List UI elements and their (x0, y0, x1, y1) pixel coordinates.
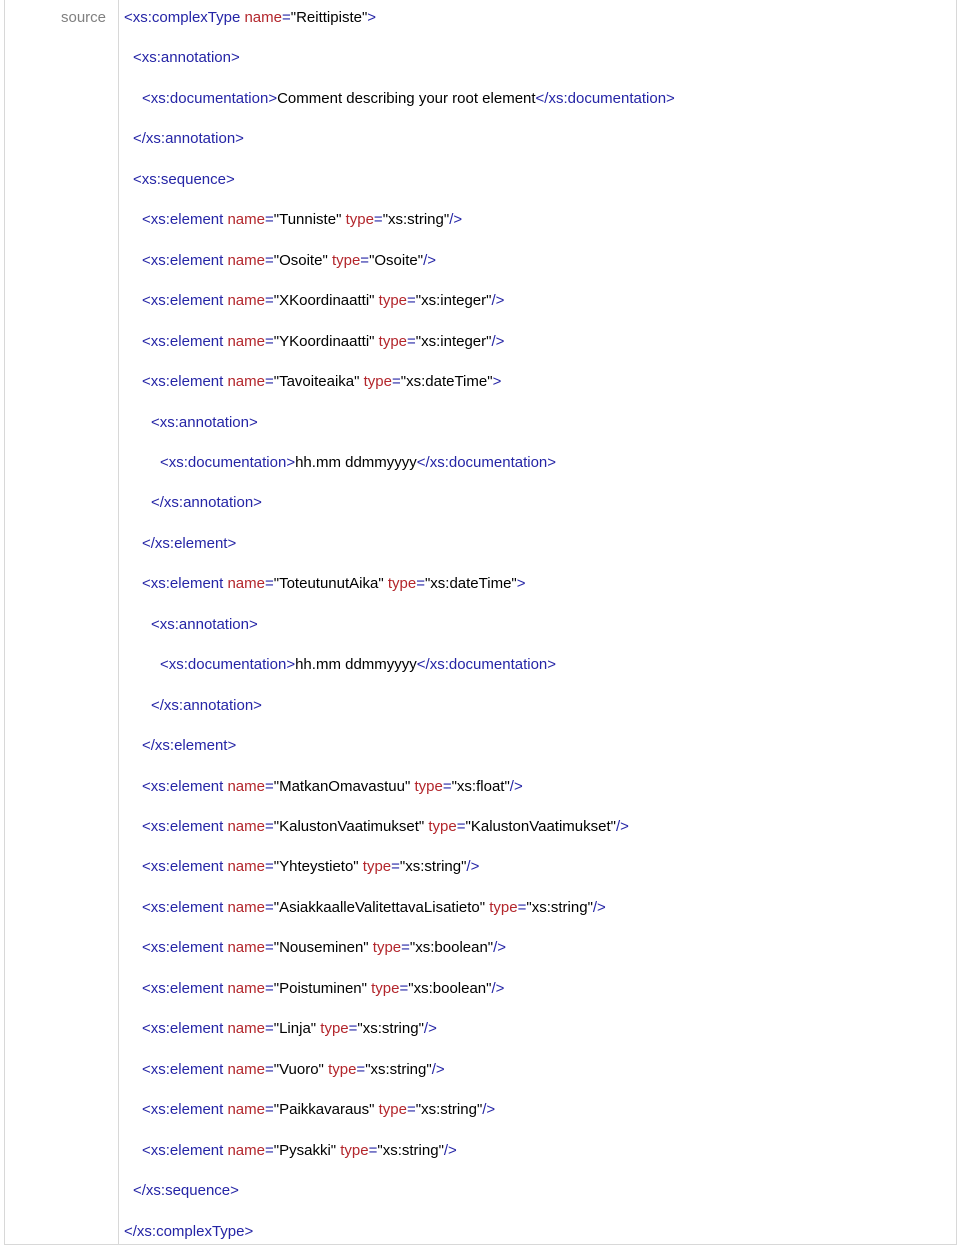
xml-tag: = (401, 939, 410, 957)
xml-tag: <xs:annotation> (151, 615, 258, 633)
xml-attribute-name: name (227, 373, 265, 391)
source-label: source (61, 9, 107, 26)
xml-attribute-name: type (362, 858, 392, 876)
xml-tag: </xs:complexType> (124, 1222, 254, 1240)
xml-tag: <xs:element (142, 939, 228, 957)
xml-attribute-value: "xs:string" (357, 1020, 424, 1038)
xml-tag: = (265, 858, 274, 876)
code-line (142, 736, 236, 756)
xml-attribute-value: "xs:boolean" (408, 979, 492, 997)
xml-tag: /> (509, 777, 523, 795)
code-line (151, 493, 262, 513)
xml-tag: </xs:element> (142, 534, 237, 552)
xml-tag: = (265, 1141, 274, 1159)
xml-attribute-name: name (227, 1060, 265, 1078)
xml-tag: > (516, 575, 526, 593)
code-line (124, 8, 376, 28)
xml-attribute-name: type (428, 818, 457, 835)
xml-attribute-value: "xs:integer" (415, 332, 492, 350)
xml-tag: = (407, 292, 416, 310)
code-line (142, 1100, 495, 1120)
xml-text: Comment describing your root element (277, 89, 536, 107)
xml-tag: <xs:sequence> (133, 170, 235, 188)
xml-text: hh.mm ddmmyyyy (295, 656, 417, 674)
xml-attribute-value: "KalustonVaatimukset" (273, 818, 429, 835)
xml-tag: <xs:element (142, 979, 228, 997)
xml-tag: <xs:complexType (124, 9, 245, 26)
xml-tag: </xs:sequence> (133, 1182, 239, 1200)
xml-tag: = (265, 1060, 274, 1078)
code-line (133, 1181, 239, 1201)
xml-tag: /> (423, 1020, 437, 1038)
xml-tag: <xs:documentation> (160, 453, 296, 471)
xml-attribute-value: "xs:dateTime" (424, 575, 517, 593)
xml-tag: = (392, 373, 401, 391)
xml-attribute-value: "Poistuminen" (273, 979, 372, 997)
xml-tag: = (265, 1020, 274, 1038)
xml-attribute-value: "ToteutunutAika" (273, 575, 388, 593)
xml-tag: <xs:element (142, 292, 228, 310)
xml-attribute-name: name (227, 211, 265, 229)
xml-attribute-value: "xs:boolean" (409, 939, 494, 957)
xml-tag: </xs:element> (142, 737, 237, 755)
xml-attribute-value: "xs:string" (399, 858, 467, 876)
code-line (142, 89, 675, 109)
code-line (133, 129, 244, 149)
xml-tag: = (416, 575, 425, 593)
code-line (142, 817, 629, 837)
xml-tag: /> (431, 1060, 445, 1078)
xml-tag: > (492, 373, 502, 391)
xml-attribute-name: type (387, 575, 417, 593)
xml-attribute-value: "Pysakki" (273, 1141, 341, 1159)
xml-tag: /> (592, 898, 606, 916)
xml-tag: /> (443, 1141, 457, 1159)
code-line (142, 251, 436, 271)
xml-tag: <xs:element (142, 1101, 228, 1119)
xml-attribute-value: "Osoite" (369, 251, 424, 269)
code-line (142, 534, 236, 554)
xml-attribute-value: "Yhteystieto" (273, 858, 363, 876)
xml-tag: <xs:documentation> (142, 89, 278, 107)
xml-tag: = (265, 292, 274, 310)
xml-tag: = (282, 9, 291, 26)
code-line (133, 170, 235, 190)
xml-attribute-name: name (227, 777, 265, 795)
code-line (142, 372, 501, 392)
xml-tag: /> (466, 858, 480, 876)
xml-tag: </xs:annotation> (151, 494, 262, 512)
xml-attribute-value: "xs:integer" (415, 292, 492, 310)
xml-tag: <xs:element (142, 1020, 228, 1038)
xml-attribute-value: "KalustonVaatimukset" (465, 818, 616, 835)
xml-tag: <xs:element (142, 332, 228, 350)
xml-tag: = (407, 332, 416, 350)
xml-tag: <xs:documentation> (160, 656, 296, 674)
xml-tag: = (368, 1141, 378, 1159)
xml-tag: <xs:element (142, 211, 228, 229)
xml-tag: = (456, 818, 466, 835)
xml-attribute-value: "Paikkavaraus" (273, 1101, 379, 1119)
xml-tag: /> (491, 292, 505, 310)
xml-tag: </xs:documentation> (416, 656, 557, 674)
xml-tag: = (265, 979, 274, 997)
xml-attribute-name: name (227, 1020, 265, 1038)
xml-tag: <xs:element (142, 898, 228, 916)
xml-attribute-value: "YKoordinaatti" (273, 332, 379, 350)
xml-attribute-value: "AsiakkaalleValitettavaLisatieto" (273, 898, 490, 916)
xml-tag: = (265, 939, 274, 957)
xml-tag: /> (493, 939, 507, 957)
xml-attribute-value: "xs:string" (526, 898, 593, 916)
xml-tag: = (348, 1020, 358, 1038)
gutter-divider (118, 0, 119, 1244)
xml-tag: = (391, 858, 400, 876)
xml-tag: = (265, 1101, 274, 1119)
xml-tag: /> (491, 979, 505, 997)
xml-tag: > (367, 9, 377, 26)
xml-tag: </xs:annotation> (151, 696, 262, 714)
code-line (142, 1141, 457, 1161)
xml-tag: = (265, 211, 274, 229)
xml-attribute-value: "MatkanOmavastuu" (273, 777, 415, 795)
xml-attribute-name: name (227, 818, 265, 835)
xml-attribute-value: "Tavoiteaika" (273, 373, 364, 391)
xml-attribute-name: type (340, 1141, 369, 1159)
xml-attribute-name: name (227, 1141, 265, 1159)
xml-attribute-name: type (371, 979, 400, 997)
xml-tag: <xs:element (142, 575, 228, 593)
xml-attribute-value: "Osoite" (273, 251, 332, 269)
code-line (142, 1060, 445, 1080)
xml-tag: /> (615, 818, 629, 835)
code-line (142, 938, 506, 958)
xml-tag: = (399, 979, 409, 997)
xml-tag: = (265, 777, 274, 795)
xml-attribute-name: type (378, 1101, 407, 1119)
xml-attribute-name: type (372, 939, 402, 957)
xml-tag: <xs:element (142, 1141, 228, 1159)
code-line (142, 898, 606, 918)
xml-attribute-value: "Reittipiste" (290, 9, 368, 26)
xml-attribute-value: "xs:dateTime" (400, 373, 493, 391)
xml-attribute-value: "Nouseminen" (273, 939, 373, 957)
code-line (142, 574, 526, 594)
code-line (142, 777, 523, 797)
xml-attribute-name: type (378, 332, 408, 350)
xml-tag: = (517, 898, 527, 916)
xml-tag: </xs:documentation> (416, 453, 557, 471)
xml-tag: <xs:element (142, 1060, 228, 1078)
xml-attribute-name: name (227, 1101, 265, 1119)
code-line (142, 291, 504, 311)
xml-attribute-name: name (244, 9, 282, 26)
xml-attribute-value: "XKoordinaatti" (273, 292, 379, 310)
xml-attribute-value: "xs:string" (377, 1141, 444, 1159)
xml-attribute-value: "xs:string" (415, 1101, 483, 1119)
xml-tag: = (265, 898, 274, 916)
xml-attribute-name: name (227, 939, 265, 957)
xml-tag: <xs:annotation> (133, 49, 240, 67)
xml-attribute-value: "xs:float" (451, 777, 510, 795)
xml-tag: <xs:element (142, 818, 228, 835)
xml-attribute-value: "Tunniste" (273, 211, 346, 229)
xml-attribute-name: type (328, 1060, 357, 1078)
code-line (142, 857, 479, 877)
xml-attribute-name: type (363, 373, 392, 391)
xml-attribute-name: name (227, 292, 265, 310)
code-line (160, 453, 556, 473)
code-line (124, 1222, 253, 1242)
code-line (142, 332, 504, 352)
xml-attribute-name: name (227, 332, 265, 350)
xml-attribute-name: name (227, 575, 265, 593)
xml-tag: = (265, 575, 274, 593)
code-line (151, 615, 258, 635)
xml-attribute-value: "Linja" (273, 1020, 321, 1038)
xml-tag: </xs:documentation> (535, 89, 675, 107)
code-line (151, 696, 262, 716)
xml-tag: /> (491, 332, 505, 350)
xml-text: hh.mm ddmmyyyy (295, 453, 417, 471)
xml-tag: = (265, 818, 274, 835)
code-line (160, 655, 556, 675)
xml-tag: /> (482, 1101, 496, 1119)
xml-tag: <xs:element (142, 251, 228, 269)
code-line (142, 210, 462, 230)
xml-attribute-name: type (345, 211, 374, 229)
xml-tag: = (265, 251, 274, 269)
code-line (142, 1019, 437, 1039)
xml-attribute-value: "Vuoro" (273, 1060, 329, 1078)
xml-tag: <xs:element (142, 858, 228, 876)
xml-tag: = (265, 332, 274, 350)
xml-attribute-name: name (227, 979, 265, 997)
xml-tag: = (442, 777, 452, 795)
xml-tag: </xs:annotation> (133, 130, 244, 148)
code-line (142, 979, 504, 999)
xml-tag: /> (449, 211, 463, 229)
xml-tag: = (373, 211, 383, 229)
xml-tag: <xs:annotation> (151, 413, 258, 431)
xml-attribute-name: name (227, 251, 265, 269)
xml-attribute-name: name (227, 858, 265, 876)
code-line (133, 48, 240, 68)
xml-tag: = (265, 373, 274, 391)
xml-tag: <xs:element (142, 373, 228, 391)
xml-attribute-name: type (414, 777, 443, 795)
xml-tag: <xs:element (142, 777, 228, 795)
xml-attribute-name: type (331, 251, 361, 269)
xml-tag: = (407, 1101, 416, 1119)
xml-attribute-name: type (489, 898, 518, 916)
xml-attribute-value: "xs:string" (382, 211, 450, 229)
xml-attribute-name: name (227, 898, 265, 916)
xml-tag: = (356, 1060, 366, 1078)
xml-tag: = (360, 251, 370, 269)
xml-tag: /> (423, 251, 437, 269)
xml-attribute-name: type (378, 292, 408, 310)
code-line (151, 413, 258, 433)
xml-attribute-name: type (320, 1020, 349, 1038)
xml-attribute-value: "xs:string" (365, 1060, 432, 1078)
